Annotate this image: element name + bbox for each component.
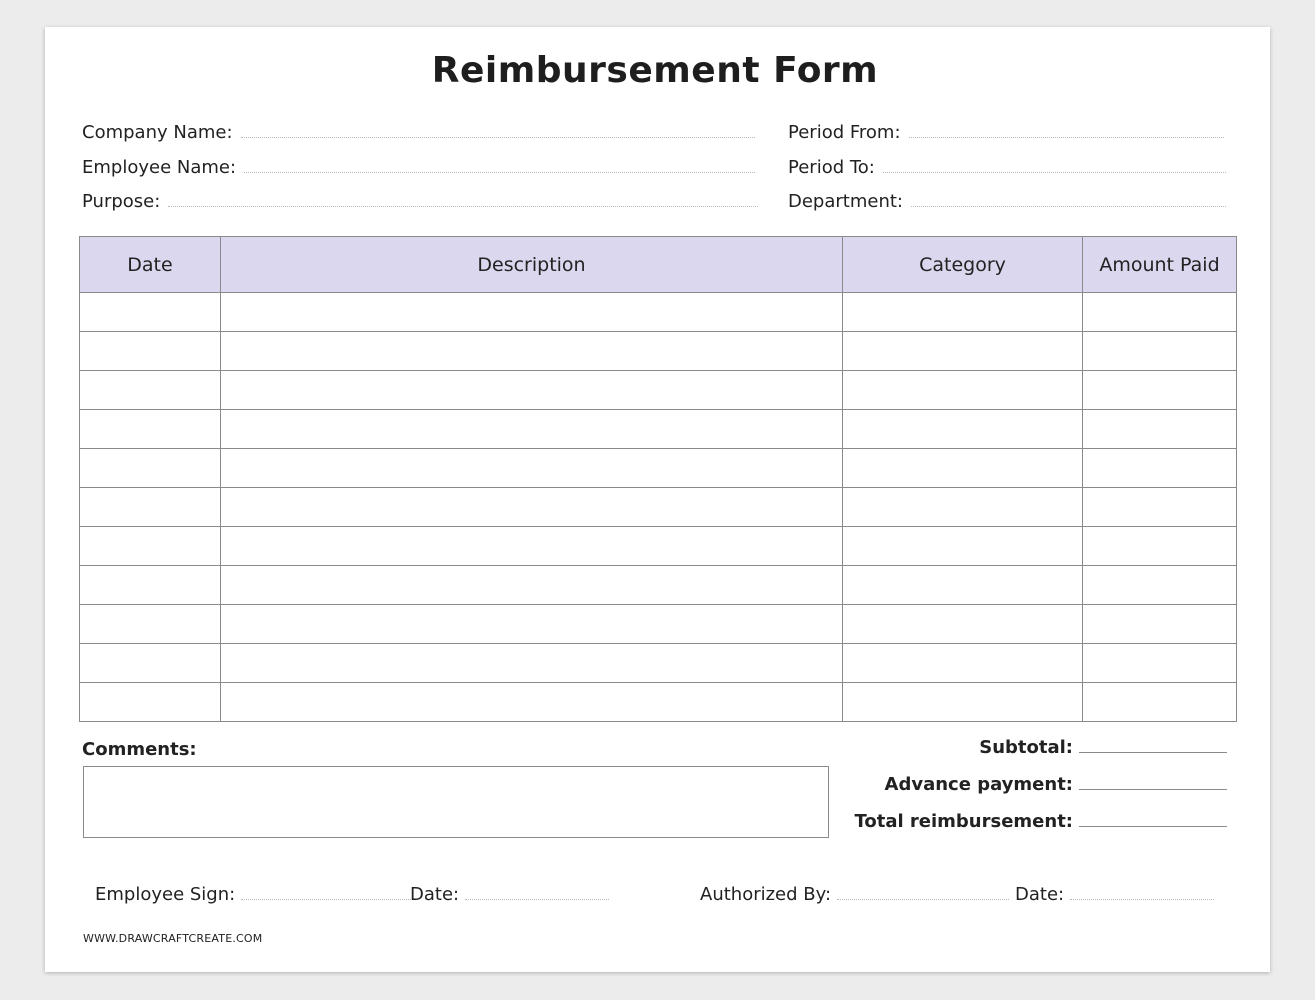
table-row bbox=[80, 449, 1237, 488]
authorized-date-line[interactable] bbox=[1070, 885, 1214, 900]
table-body bbox=[80, 293, 1237, 722]
table-row bbox=[80, 488, 1237, 527]
cell-date[interactable] bbox=[80, 371, 221, 410]
department-line[interactable] bbox=[911, 192, 1226, 207]
employee-name-field[interactable] bbox=[82, 157, 755, 183]
authorized-by-field[interactable] bbox=[700, 884, 1009, 905]
cell-description[interactable] bbox=[221, 449, 843, 488]
cell-date[interactable] bbox=[80, 293, 221, 332]
company-name-line[interactable] bbox=[241, 123, 755, 138]
employee-date-line[interactable] bbox=[465, 885, 609, 900]
company-name-label: Company Name: bbox=[82, 122, 233, 143]
table-row bbox=[80, 644, 1237, 683]
authorized-by-line[interactable] bbox=[837, 885, 1009, 900]
table-row bbox=[80, 683, 1237, 722]
purpose-field[interactable] bbox=[82, 191, 758, 217]
column-header-description: Description bbox=[221, 237, 843, 293]
cell-category[interactable] bbox=[843, 566, 1083, 605]
cell-description[interactable] bbox=[221, 644, 843, 683]
employee-name-line[interactable] bbox=[244, 158, 755, 173]
cell-description[interactable] bbox=[221, 566, 843, 605]
cell-amount-paid[interactable] bbox=[1083, 332, 1237, 371]
period-from-line[interactable] bbox=[909, 123, 1224, 138]
cell-category[interactable] bbox=[843, 332, 1083, 371]
cell-category[interactable] bbox=[843, 644, 1083, 683]
table-row bbox=[80, 605, 1237, 644]
comments-label: Comments: bbox=[82, 739, 197, 760]
expense-table bbox=[79, 236, 1237, 722]
cell-description[interactable] bbox=[221, 527, 843, 566]
purpose-label: Purpose: bbox=[82, 191, 161, 212]
period-to-label: Period To: bbox=[788, 157, 875, 178]
employee-name-label: Employee Name: bbox=[82, 157, 237, 178]
cell-description[interactable] bbox=[221, 683, 843, 722]
table-row bbox=[80, 371, 1237, 410]
cell-category[interactable] bbox=[843, 449, 1083, 488]
cell-description[interactable] bbox=[221, 371, 843, 410]
cell-amount-paid[interactable] bbox=[1083, 605, 1237, 644]
employee-sign-label: Employee Sign: bbox=[95, 884, 236, 905]
department-label: Department: bbox=[788, 191, 903, 212]
subtotal-line[interactable] bbox=[1079, 738, 1227, 753]
period-from-field[interactable] bbox=[788, 122, 1224, 148]
cell-description[interactable] bbox=[221, 293, 843, 332]
cell-amount-paid[interactable] bbox=[1083, 293, 1237, 332]
cell-category[interactable] bbox=[843, 488, 1083, 527]
company-name-field[interactable] bbox=[82, 122, 755, 148]
cell-date[interactable] bbox=[80, 605, 221, 644]
cell-date[interactable] bbox=[80, 488, 221, 527]
column-header-date: Date bbox=[80, 237, 221, 293]
subtotal-label: Subtotal: bbox=[979, 737, 1073, 758]
advance-payment-line[interactable] bbox=[1079, 775, 1227, 790]
cell-date[interactable] bbox=[80, 644, 221, 683]
column-header-category: Category bbox=[843, 237, 1083, 293]
period-to-line[interactable] bbox=[883, 158, 1226, 173]
cell-amount-paid[interactable] bbox=[1083, 449, 1237, 488]
cell-date[interactable] bbox=[80, 410, 221, 449]
cell-category[interactable] bbox=[843, 683, 1083, 722]
employee-sign-line[interactable] bbox=[241, 885, 413, 900]
advance-payment-row[interactable] bbox=[813, 774, 1227, 795]
cell-date[interactable] bbox=[80, 449, 221, 488]
authorized-by-label: Authorized By: bbox=[700, 884, 832, 905]
employee-sign-field[interactable] bbox=[95, 884, 413, 905]
cell-description[interactable] bbox=[221, 332, 843, 371]
cell-amount-paid[interactable] bbox=[1083, 566, 1237, 605]
cell-description[interactable] bbox=[221, 410, 843, 449]
cell-amount-paid[interactable] bbox=[1083, 488, 1237, 527]
cell-date[interactable] bbox=[80, 566, 221, 605]
column-header-amount-paid: Amount Paid bbox=[1083, 237, 1237, 293]
employee-date-field[interactable] bbox=[410, 884, 609, 905]
table-row bbox=[80, 293, 1237, 332]
table-row bbox=[80, 332, 1237, 371]
form-title: Reimbursement Form bbox=[431, 50, 879, 91]
comments-box[interactable] bbox=[83, 766, 829, 838]
cell-date[interactable] bbox=[80, 683, 221, 722]
cell-category[interactable] bbox=[843, 527, 1083, 566]
period-to-field[interactable] bbox=[788, 157, 1226, 183]
table-header-row bbox=[80, 237, 1237, 293]
total-reimbursement-label: Total reimbursement: bbox=[854, 811, 1073, 832]
table-row bbox=[80, 410, 1237, 449]
cell-amount-paid[interactable] bbox=[1083, 371, 1237, 410]
cell-amount-paid[interactable] bbox=[1083, 410, 1237, 449]
total-reimbursement-row[interactable] bbox=[813, 811, 1227, 832]
cell-amount-paid[interactable] bbox=[1083, 683, 1237, 722]
table-row bbox=[80, 527, 1237, 566]
period-from-label: Period From: bbox=[788, 122, 901, 143]
cell-amount-paid[interactable] bbox=[1083, 644, 1237, 683]
cell-date[interactable] bbox=[80, 527, 221, 566]
advance-payment-label: Advance payment: bbox=[884, 774, 1073, 795]
authorized-date-label: Date: bbox=[1015, 884, 1065, 905]
cell-description[interactable] bbox=[221, 488, 843, 527]
total-reimbursement-line[interactable] bbox=[1079, 812, 1227, 827]
cell-date[interactable] bbox=[80, 332, 221, 371]
purpose-line[interactable] bbox=[168, 192, 758, 207]
cell-category[interactable] bbox=[843, 371, 1083, 410]
cell-category[interactable] bbox=[843, 410, 1083, 449]
table-row bbox=[80, 566, 1237, 605]
authorized-date-field[interactable] bbox=[1015, 884, 1214, 905]
cell-category[interactable] bbox=[843, 605, 1083, 644]
department-field[interactable] bbox=[788, 191, 1226, 217]
cell-amount-paid[interactable] bbox=[1083, 527, 1237, 566]
cell-category[interactable] bbox=[843, 293, 1083, 332]
subtotal-row[interactable] bbox=[813, 737, 1227, 758]
cell-description[interactable] bbox=[221, 605, 843, 644]
website-footer: WWW.DRAWCRAFTCREATE.COM bbox=[83, 932, 263, 945]
employee-date-label: Date: bbox=[410, 884, 460, 905]
